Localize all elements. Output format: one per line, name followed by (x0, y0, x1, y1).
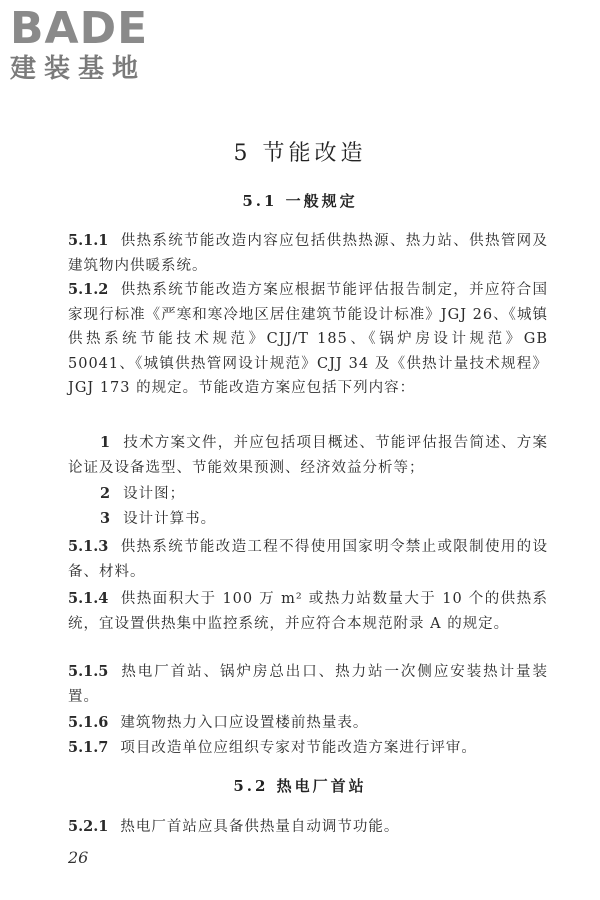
clause-5-1-1 (68, 229, 548, 278)
clause-number: 5.1.7 (68, 739, 109, 756)
item-number: 2 (100, 485, 112, 502)
clause-text: 供热系统节能改造工程不得使用国家明令禁止或限制使用的设备、材料。 (68, 539, 548, 580)
clause-text: 项目改造单位应组织专家对节能改造方案进行评审。 (120, 740, 477, 756)
clause-number: 5.1.2 (68, 281, 109, 298)
item-text: 设计图； (123, 486, 186, 502)
item-text: 设计计算书。 (123, 511, 217, 527)
clause-5-1-6 (68, 711, 548, 736)
clause-5-1-2 (68, 278, 548, 401)
section-heading-5-2: 5.2 热电厂首站 (233, 777, 367, 795)
clause-number: 5.1.6 (68, 714, 109, 731)
clause-number: 5.1.3 (68, 538, 109, 555)
clause-text: 建筑物热力入口应设置楼前热量表。 (120, 715, 369, 731)
clause-number: 5.1.4 (68, 590, 109, 607)
section-heading-5-1: 5.1 一般规定 (242, 192, 358, 210)
clause-text: 供热系统节能改造内容应包括供热热源、热力站、供热管网及建筑物内供暖系统。 (68, 233, 548, 274)
logo (10, 3, 180, 84)
clause-5-1-5 (68, 660, 548, 709)
list-item-3 (68, 507, 548, 532)
list-item-1 (68, 431, 548, 480)
logo-wordmark: BADE (10, 3, 149, 54)
clause-5-2-1 (68, 815, 548, 840)
clause-number: 5.1.1 (68, 232, 109, 249)
item-number: 3 (100, 510, 112, 527)
list-item-2 (68, 482, 548, 507)
clause-text: 供热系统节能改造方案应根据节能评估报告制定，并应符合国家现行标准《严寒和寒冷地区居住建筑节能设计标准》JGJ 26、《城镇供热系统节能技术规范》CJJ/T 185、《锅炉房设计规范》GB 50041、《城镇供热管网设计规范》CJJ 34 及《供热计量技术规程》JGJ 173 的规定。节能改造方案应包括下列内容： (68, 282, 548, 396)
item-number: 1 (100, 434, 112, 451)
clause-5-1-3 (68, 535, 548, 584)
clause-5-1-4 (68, 587, 548, 636)
clause-number: 5.2.1 (68, 818, 109, 835)
item-text: 技术方案文件，并应包括项目概述、节能评估报告简述、方案论证及设备选型、节能效果预测、经济效益分析等； (68, 435, 548, 476)
clause-text: 供热面积大于 100 万 m² 或热力站数量大于 10 个的供热系统，宜设置供热集中监控系统，并应符合本规范附录 A 的规定。 (68, 591, 548, 632)
clause-text: 热电厂首站、锅炉房总出口、热力站一次侧应安装热计量装置。 (68, 664, 548, 705)
logo-subtitle: 建装基地 (10, 54, 147, 84)
clause-text: 热电厂首站应具备供热量自动调节功能。 (120, 819, 400, 835)
clause-number: 5.1.5 (68, 663, 109, 680)
clause-5-1-7 (68, 736, 548, 761)
chapter-title: 5 节能改造 (233, 141, 367, 166)
page-number: 26 (68, 848, 89, 867)
